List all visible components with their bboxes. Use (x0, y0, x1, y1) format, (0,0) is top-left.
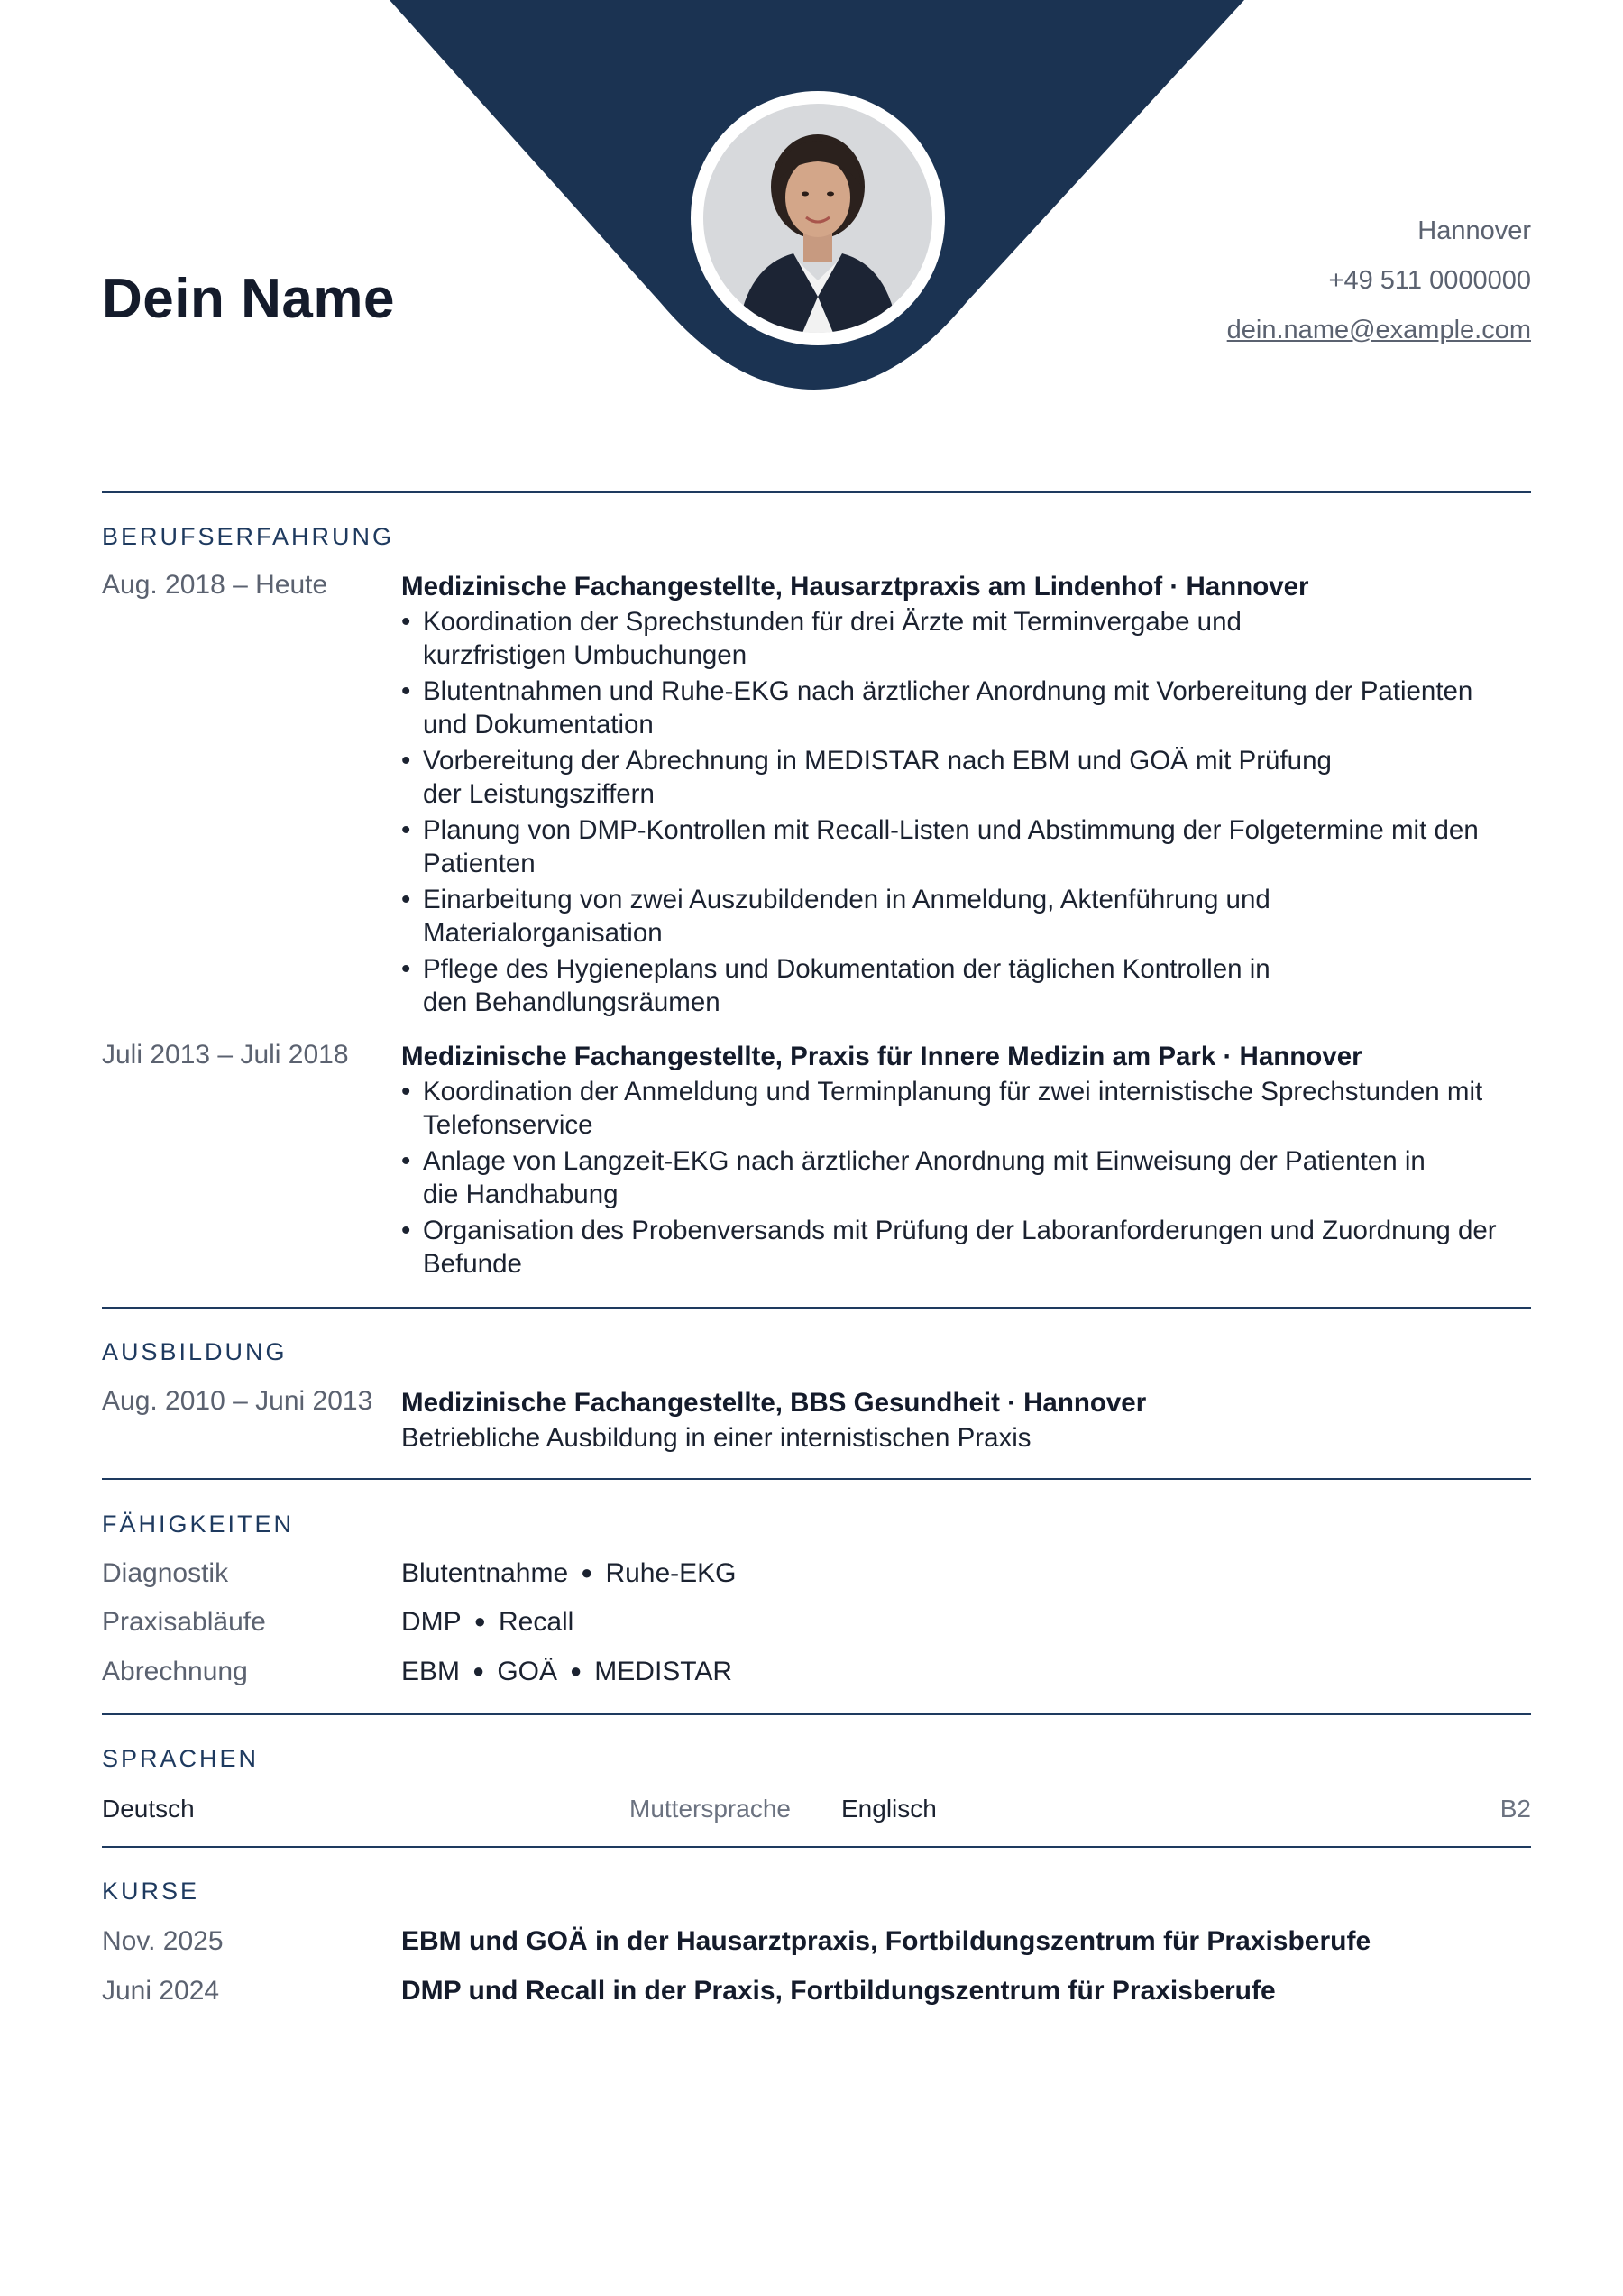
course-date: Nov. 2025 (102, 1926, 224, 1956)
job-bullet: • Organisation des Probenversands mit Prüfung der Laboranforderungen und Zuordnung der Befunde (401, 1214, 1519, 1281)
section-title-courses: KURSE (102, 1878, 200, 1905)
skill-item: EBM (401, 1657, 461, 1686)
job-bullet: • Koordination der Sprechstunden für drei Ärzte mit Terminvergabe und kurzfristigen Umbuchungen (401, 605, 1294, 672)
education-description: Betriebliche Ausbildung in einer internistischen Praxis (401, 1423, 1032, 1453)
skill-category: Abrechnung (102, 1657, 248, 1686)
skill-item: GOÄ (497, 1657, 557, 1686)
course-title: EBM und GOÄ in der Hausarztpraxis, Fortbildungszentrum für Praxisberufe (401, 1926, 1371, 1956)
job-bullet: • Pflege des Hygieneplans und Dokumentation der täglichen Kontrollen in den Behandlungsräumen (401, 952, 1303, 1019)
section-title-skills: FÄHIGKEITEN (102, 1511, 295, 1538)
job-bullet: • Blutentnahmen und Ruhe-EKG nach ärztlicher Anordnung mit Vorbereitung der Patienten und Dokumentation (401, 675, 1524, 741)
section-divider (102, 491, 1531, 493)
skill-category: Diagnostik (102, 1558, 229, 1588)
language-name: Englisch (841, 1795, 937, 1823)
course-date: Juni 2024 (102, 1976, 220, 2006)
bullet-separator: ● (472, 1659, 485, 1682)
language-level: B2 (1499, 1795, 1531, 1823)
section-title-experience: BERUFSERFAHRUNG (102, 523, 395, 550)
skill-items (401, 1607, 573, 1638)
contact-email-link[interactable]: dein.name@example.com (1226, 316, 1531, 344)
job-bullets (401, 605, 1528, 1019)
section-title-education: AUSBILDUNG (102, 1338, 288, 1365)
job-date: Juli 2013 – Juli 2018 (102, 1040, 349, 1070)
contact-phone: +49 511 0000000 (1328, 266, 1531, 295)
bullet-separator: ● (473, 1610, 486, 1632)
job-entry (401, 1040, 1528, 1283)
job-bullet: • Anlage von Langzeit-EKG nach ärztlicher Anordnung mit Einweisung der Patienten in die Handhabung (401, 1144, 1456, 1211)
skill-item: Recall (498, 1607, 574, 1637)
contact-block (1227, 213, 1531, 362)
job-title: Medizinische Fachangestellte, Hausarztpraxis am Lindenhof · Hannover (401, 572, 1309, 602)
section-divider (102, 1713, 1531, 1715)
language-name: Deutsch (102, 1795, 195, 1823)
profile-photo (691, 91, 945, 345)
skill-item: MEDISTAR (594, 1657, 733, 1686)
bullet-separator: ● (570, 1659, 582, 1682)
job-entry (401, 570, 1528, 1022)
section-divider (102, 1478, 1531, 1480)
course-title: DMP und Recall in der Praxis, Fortbildungszentrum für Praxisberufe (401, 1976, 1276, 2006)
person-name: Dein Name (102, 268, 395, 330)
skill-items (401, 1558, 737, 1589)
job-title: Medizinische Fachangestellte, Praxis für Innere Medizin am Park · Hannover (401, 1042, 1362, 1071)
language-level: Muttersprache (629, 1795, 791, 1823)
portrait-image (703, 104, 932, 333)
skill-item: Blutentnahme (401, 1558, 569, 1588)
education-entry (401, 1386, 1528, 1455)
section-divider (102, 1307, 1531, 1309)
bullet-separator: ● (581, 1561, 593, 1584)
job-date: Aug. 2018 – Heute (102, 570, 328, 600)
skill-item: DMP (401, 1607, 462, 1637)
skill-items (401, 1657, 732, 1687)
education-degree: Medizinische Fachangestellte, BBS Gesundheit · Hannover (401, 1388, 1147, 1418)
job-bullet: • Vorbereitung der Abrechnung in MEDISTAR nach EBM und GOÄ mit Prüfung der Leistungsziffern (401, 744, 1339, 811)
job-bullet: • Planung von DMP-Kontrollen mit Recall-Listen und Abstimmung der Folgetermine mit den Patienten (401, 813, 1492, 880)
section-title-languages: SPRACHEN (102, 1745, 260, 1772)
contact-city: Hannover (1417, 216, 1531, 245)
job-bullets (401, 1075, 1528, 1281)
job-bullet: • Koordination der Anmeldung und Terminplanung für zwei internistische Sprechstunden mit Telefonservice (401, 1075, 1483, 1142)
education-date: Aug. 2010 – Juni 2013 (102, 1386, 373, 1416)
skill-category: Praxisabläufe (102, 1607, 266, 1637)
section-divider (102, 1846, 1531, 1848)
job-bullet: • Einarbeitung von zwei Auszubildenden in Anmeldung, Aktenführung und Materialorganisation (401, 883, 1285, 950)
skill-item: Ruhe-EKG (605, 1558, 737, 1588)
